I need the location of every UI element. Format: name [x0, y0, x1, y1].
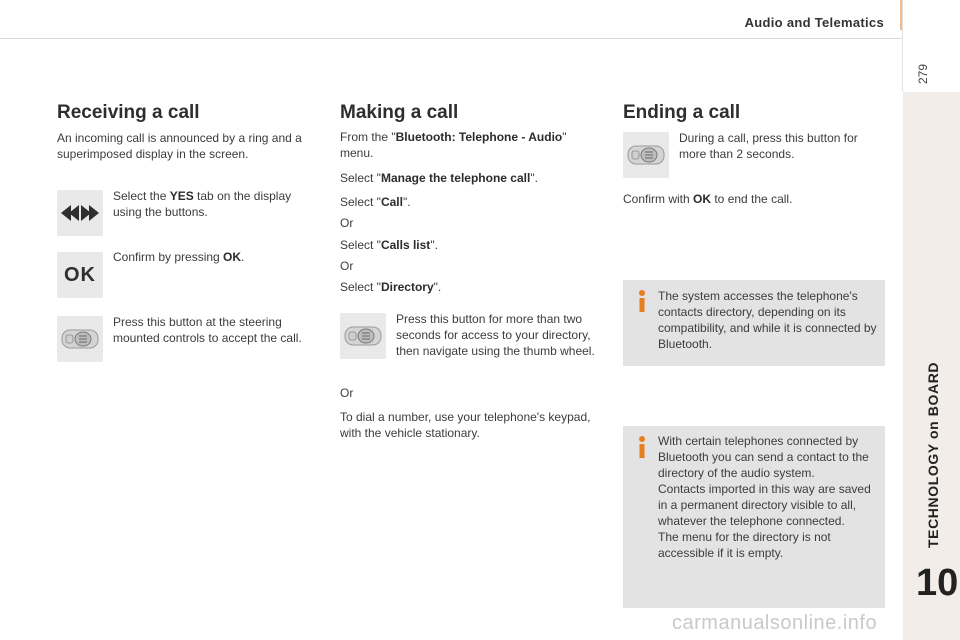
steering-button-icon-box [340, 313, 386, 359]
receiving-step-select-yes [113, 188, 313, 220]
making-press-button-directory: Press this button for more than two seconds for access to your directory, then navigate using the thumb wheel. [396, 312, 595, 358]
option-name: Directory [380, 280, 434, 294]
header-divider [0, 38, 902, 39]
ok-button-icon-box [57, 252, 103, 298]
making-or-1: Or [340, 216, 354, 230]
receiving-heading: Receiving a call [57, 102, 200, 123]
option-name: Manage the telephone call [380, 171, 531, 185]
making-from-menu [340, 129, 598, 161]
making-select-directory [340, 279, 598, 295]
option-name: Calls list [380, 238, 431, 252]
receiving-step-press-steering: Press this button at the steering mounted controls to accept the call. [113, 315, 302, 345]
info-box-directory [623, 280, 885, 366]
ending-heading: Ending a call [623, 102, 741, 123]
info-box-contacts [623, 426, 885, 608]
steering-control-icon [625, 140, 667, 170]
text: Select " [340, 280, 381, 294]
making-select-manage [340, 170, 598, 186]
seek-arrows-icon [59, 204, 101, 222]
option-name: Call [380, 195, 403, 209]
ok-label: OK [693, 192, 712, 206]
info-paragraph: With certain telephones connected by Bluetooth you can send a contact to the directory of the audio system. [658, 434, 869, 480]
yes-label: YES [169, 189, 194, 203]
making-or-2: Or [340, 259, 354, 273]
chapter-title: TECHNOLOGY on BOARD [925, 361, 941, 548]
page-number: 279 [916, 63, 930, 84]
info-text: The system accesses the telephone's contacts directory, depending on its compatibility, and while it is connected by Bluetooth. [658, 289, 877, 351]
info-paragraph: The menu for the directory is not accessible if it is empty. [658, 530, 831, 560]
watermark: carmanualsonline.info [672, 612, 878, 634]
ok-icon: OK [64, 263, 96, 286]
steering-control-icon [59, 324, 101, 354]
text: ". [530, 171, 538, 185]
sidebar-top [902, 0, 960, 92]
text: ". [433, 280, 442, 294]
text: Select " [340, 195, 381, 209]
info-icon [635, 289, 649, 313]
ok-label: OK [223, 250, 242, 264]
step-text: Select the [113, 189, 170, 203]
making-select-call [340, 194, 598, 210]
receiving-step-confirm [113, 249, 313, 265]
chapter-number: 10 [916, 562, 959, 604]
skip-buttons-icon-box [57, 190, 103, 236]
making-heading: Making a call [340, 102, 459, 123]
ending-confirm [623, 191, 881, 207]
text: to end the call. [711, 192, 793, 206]
steering-button-icon-box [57, 316, 103, 362]
text: ". [430, 238, 438, 252]
menu-name: Bluetooth: Telephone - Audio [395, 130, 563, 144]
text: Confirm with [623, 192, 694, 206]
text: ". [402, 195, 411, 209]
text: " menu. [340, 130, 567, 160]
receiving-intro: An incoming call is announced by a ring and a superimposed display in the screen. [57, 131, 302, 161]
steering-button-icon-box [623, 132, 669, 178]
section-header-title: Audio and Telematics [744, 15, 884, 30]
text: Select " [340, 238, 381, 252]
step-text: . [241, 250, 245, 264]
making-dial-number: To dial a number, use your telephone's keypad, with the vehicle stationary. [340, 410, 591, 440]
info-icon [635, 435, 649, 459]
step-text: Confirm by pressing [113, 250, 224, 264]
info-paragraph: Contacts imported in this way are saved in a permanent directory visible to all, whatever the telephone connected. [658, 482, 871, 528]
text: From the " [340, 130, 396, 144]
steering-control-icon [342, 321, 384, 351]
ending-press-button: During a call, press this button for more than 2 seconds. [679, 131, 858, 161]
text: Select " [340, 171, 381, 185]
making-or-3: Or [340, 386, 354, 400]
making-select-calls-list [340, 237, 598, 253]
step-text: tab on the display using the buttons. [113, 189, 292, 219]
info-text-group [658, 433, 880, 561]
